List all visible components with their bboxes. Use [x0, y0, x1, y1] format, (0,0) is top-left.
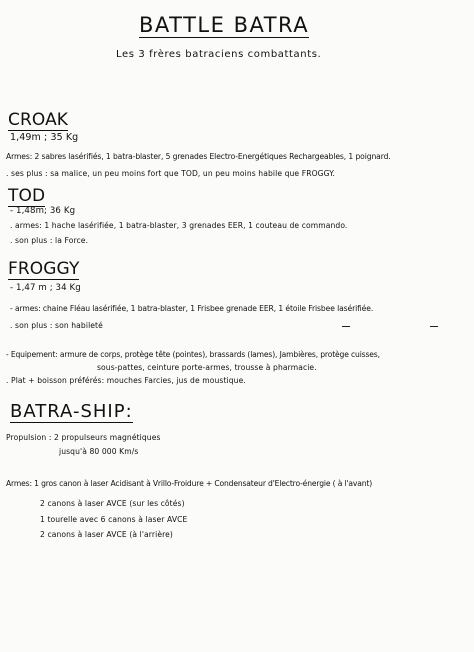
stray-dash: [342, 326, 350, 327]
equipement-line2: sous-pattes, ceinture porte-armes, trousse à pharmacie.: [97, 363, 317, 372]
froggy-son-plus: . son plus : son habileté: [10, 321, 103, 330]
ship-propulsion-line1: Propulsion : 2 propulseurs magnétiques: [6, 433, 161, 442]
croak-stats: 1,49m ; 35 Kg: [10, 132, 79, 143]
croak-armes: Armes: 2 sabres lasérifiés, 1 batra-blaster, 5 grenades Electro-Energétiques Rechargeables, 1 poignard.: [6, 152, 391, 161]
croak-ses-plus: . ses plus : sa malice, un peu moins fort que TOD, un peu moins habile que FROGGY.: [6, 169, 335, 178]
plat-boisson: . Plat + boisson préférés: mouches Farcies, jus de moustique.: [6, 376, 246, 385]
froggy-stats: - 1,47 m ; 34 Kg: [10, 283, 81, 293]
froggy-heading: FROGGY: [8, 259, 80, 279]
equipement-line1: - Equipement: armure de corps, protège tête (pointes), brassards (lames), Jambières, protège cuisses,: [6, 350, 380, 359]
ship-heading: BATRA-SHIP:: [10, 401, 133, 422]
ship-propulsion-line2: jusqu'à 80 000 Km/s: [59, 447, 139, 456]
froggy-armes: - armes: chaine Fléau lasérifiée, 1 batra-blaster, 1 Frisbee grenade EER, 1 étoile Frisbee lasérifiée.: [10, 304, 374, 313]
ship-armes-line1: Armes: 1 gros canon à laser Acidisant à Vrillo-Froidure + Condensateur d'Electro-énergie ( à l'avant): [6, 479, 373, 488]
ship-armes-line2: 2 canons à laser AVCE (sur les côtés): [40, 499, 185, 508]
tod-son-plus: . son plus : la Force.: [10, 236, 89, 245]
page-subtitle: Les 3 frères batraciens combattants.: [116, 49, 322, 60]
stray-dash: [430, 326, 438, 327]
tod-stats: - 1,48m; 36 Kg: [10, 206, 76, 216]
ship-armes-line4: 2 canons à laser AVCE (à l'arrière): [40, 530, 173, 539]
tod-armes: . armes: 1 hache lasérifiée, 1 batra-blaster, 3 grenades EER, 1 couteau de commando.: [10, 221, 348, 230]
ship-armes-line3: 1 tourelle avec 6 canons à laser AVCE: [40, 515, 188, 524]
tod-heading: TOD: [8, 186, 46, 206]
croak-heading: CROAK: [8, 110, 69, 130]
page-title: BATTLE BATRA: [139, 13, 310, 37]
